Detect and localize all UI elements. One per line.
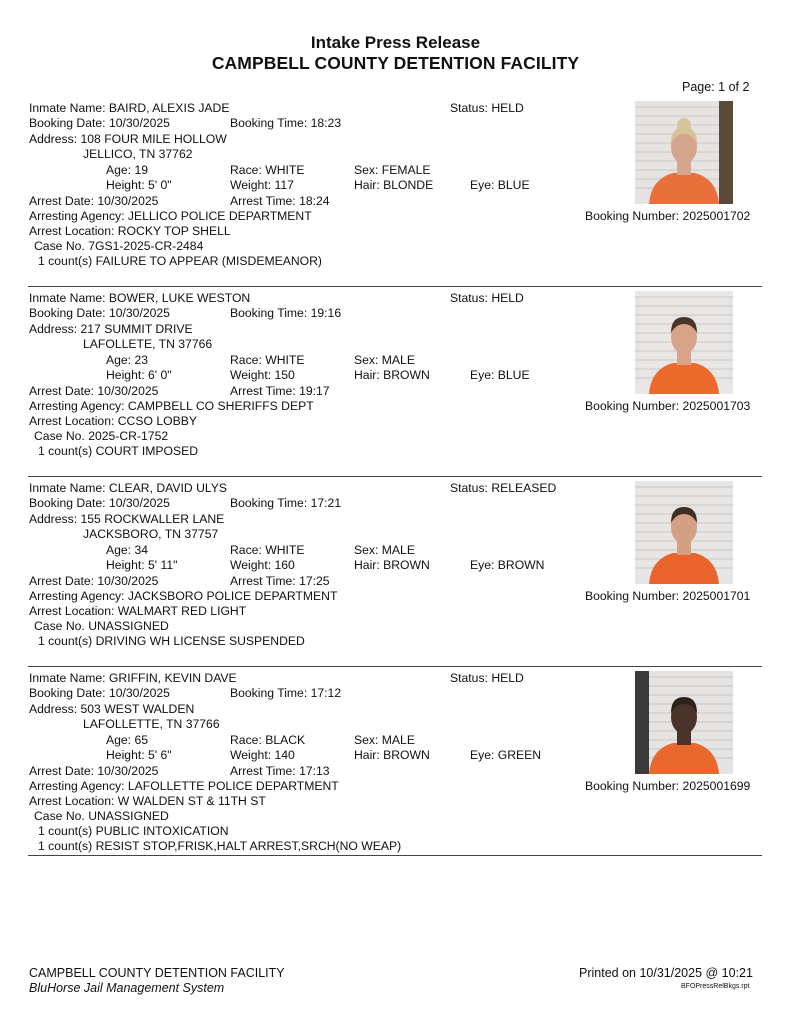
case-number: Case No. 2025-CR-1752 <box>34 429 169 443</box>
page-number: Page: 1 of 2 <box>682 80 750 94</box>
hair-field: Hair: BLONDE <box>354 178 434 192</box>
age-field: Age: 23 <box>106 353 149 367</box>
case-number: Case No. 7GS1-2025-CR-2484 <box>34 239 204 253</box>
inmate-name: Inmate Name: BAIRD, ALEXIS JADE <box>29 101 230 115</box>
record-divider <box>28 855 762 856</box>
height-field: Height: 5' 11" <box>106 558 178 572</box>
booking-number: Booking Number: 2025001703 <box>585 399 751 413</box>
hair-field: Hair: BROWN <box>354 748 430 762</box>
address-city: JACKSBORO, TN 37757 <box>83 527 219 541</box>
footer-facility: CAMPBELL COUNTY DETENTION FACILITY <box>29 966 285 980</box>
inmate-name: Inmate Name: GRIFFIN, KEVIN DAVE <box>29 671 237 685</box>
arrest-location: Arrest Location: WALMART RED LIGHT <box>29 604 247 618</box>
arrest-date: Arrest Date: 10/30/2025 <box>29 574 159 588</box>
report-title: Intake Press Release <box>310 33 481 52</box>
record-divider <box>28 666 762 667</box>
booking-number: Booking Number: 2025001699 <box>585 779 751 793</box>
status-text: Status: HELD <box>450 101 524 115</box>
status-text: Status: HELD <box>450 671 524 685</box>
booking-time: Booking Time: 18:23 <box>230 116 342 130</box>
race-field: Race: WHITE <box>230 543 305 557</box>
age-field: Age: 65 <box>106 733 149 747</box>
arrest-date: Arrest Date: 10/30/2025 <box>29 384 159 398</box>
booking-time: Booking Time: 19:16 <box>230 306 342 320</box>
booking-time: Booking Time: 17:12 <box>230 686 342 700</box>
record-divider <box>28 286 762 287</box>
booking-time: Booking Time: 17:21 <box>230 496 342 510</box>
booking-photo <box>635 481 733 584</box>
address-city: LAFOLLETTE, TN 37766 <box>83 717 220 731</box>
booking-date: Booking Date: 10/30/2025 <box>29 686 170 700</box>
age-field: Age: 34 <box>106 543 149 557</box>
arrest-time: Arrest Time: 19:17 <box>230 384 330 398</box>
inmate-name: Inmate Name: CLEAR, DAVID ULYS <box>29 481 227 495</box>
sex-field: Sex: MALE <box>354 733 415 747</box>
address-line: Address: 503 WEST WALDEN <box>29 702 195 716</box>
race-field: Race: WHITE <box>230 353 305 367</box>
booking-number: Booking Number: 2025001702 <box>585 209 751 223</box>
inmate-name: Inmate Name: BOWER, LUKE WESTON <box>29 291 251 305</box>
address-line: Address: 108 FOUR MILE HOLLOW <box>29 132 227 146</box>
arrest-location: Arrest Location: CCSO LOBBY <box>29 414 197 428</box>
booking-number: Booking Number: 2025001701 <box>585 589 751 603</box>
arresting-agency: Arresting Agency: JELLICO POLICE DEPARTMENT <box>29 209 312 223</box>
arrest-date: Arrest Date: 10/30/2025 <box>29 194 159 208</box>
arrest-location: Arrest Location: ROCKY TOP SHELL <box>29 224 231 238</box>
address-line: Address: 217 SUMMIT DRIVE <box>29 322 193 336</box>
case-number: Case No. UNASSIGNED <box>34 619 169 633</box>
weight-field: Weight: 160 <box>230 558 295 572</box>
eye-field: Eye: BLUE <box>470 368 530 382</box>
arresting-agency: Arresting Agency: LAFOLLETTE POLICE DEPARTMENT <box>29 779 339 793</box>
facility-heading: CAMPBELL COUNTY DETENTION FACILITY <box>211 53 580 73</box>
arrest-time: Arrest Time: 17:25 <box>230 574 330 588</box>
inmate-record <box>0 481 791 661</box>
address-city: JELLICO, TN 37762 <box>83 147 193 161</box>
charge-line: 1 count(s) RESIST STOP,FRISK,HALT ARREST,SRCH(NO WEAP) <box>38 839 402 853</box>
charge-line: 1 count(s) COURT IMPOSED <box>38 444 199 458</box>
hair-field: Hair: BROWN <box>354 368 430 382</box>
booking-photo <box>635 101 733 204</box>
footer-printed: Printed on 10/31/2025 @ 10:21 <box>579 966 753 980</box>
weight-field: Weight: 117 <box>230 178 294 192</box>
race-field: Race: BLACK <box>230 733 306 747</box>
inmate-record <box>0 101 791 281</box>
record-divider <box>28 476 762 477</box>
booking-photo <box>635 291 733 394</box>
address-line: Address: 155 ROCKWALLER LANE <box>29 512 225 526</box>
booking-date: Booking Date: 10/30/2025 <box>29 306 170 320</box>
age-field: Age: 19 <box>106 163 149 177</box>
eye-field: Eye: GREEN <box>470 748 542 762</box>
arresting-agency: Arresting Agency: CAMPBELL CO SHERIFFS DEPT <box>29 399 314 413</box>
inmate-record <box>0 671 791 851</box>
charge-line: 1 count(s) FAILURE TO APPEAR (MISDEMEANOR) <box>38 254 322 268</box>
status-text: Status: RELEASED <box>450 481 557 495</box>
inmate-record <box>0 291 791 471</box>
address-city: LAFOLLETE, TN 37766 <box>83 337 213 351</box>
booking-date: Booking Date: 10/30/2025 <box>29 116 170 130</box>
height-field: Height: 6' 0" <box>106 368 172 382</box>
booking-photo <box>635 671 733 774</box>
case-number: Case No. UNASSIGNED <box>34 809 169 823</box>
height-field: Height: 5' 0" <box>106 178 172 192</box>
footer-system: BluHorse Jail Management System <box>29 981 225 995</box>
footer-report-name: BFOPressRelBkgs.rpt <box>681 983 750 990</box>
eye-field: Eye: BROWN <box>470 558 545 572</box>
charge-line: 1 count(s) PUBLIC INTOXICATION <box>38 824 229 838</box>
sex-field: Sex: MALE <box>354 543 415 557</box>
weight-field: Weight: 140 <box>230 748 295 762</box>
arrest-time: Arrest Time: 18:24 <box>230 194 330 208</box>
hair-field: Hair: BROWN <box>354 558 430 572</box>
arrest-time: Arrest Time: 17:13 <box>230 764 330 778</box>
charge-line: 1 count(s) DRIVING WH LICENSE SUSPENDED <box>38 634 305 648</box>
eye-field: Eye: BLUE <box>470 178 530 192</box>
weight-field: Weight: 150 <box>230 368 295 382</box>
sex-field: Sex: MALE <box>354 353 415 367</box>
sex-field: Sex: FEMALE <box>354 163 431 177</box>
booking-date: Booking Date: 10/30/2025 <box>29 496 170 510</box>
status-text: Status: HELD <box>450 291 524 305</box>
height-field: Height: 5' 6" <box>106 748 172 762</box>
race-field: Race: WHITE <box>230 163 305 177</box>
arresting-agency: Arresting Agency: JACKSBORO POLICE DEPARTMENT <box>29 589 338 603</box>
arrest-date: Arrest Date: 10/30/2025 <box>29 764 159 778</box>
arrest-location: Arrest Location: W WALDEN ST & 11TH ST <box>29 794 266 808</box>
